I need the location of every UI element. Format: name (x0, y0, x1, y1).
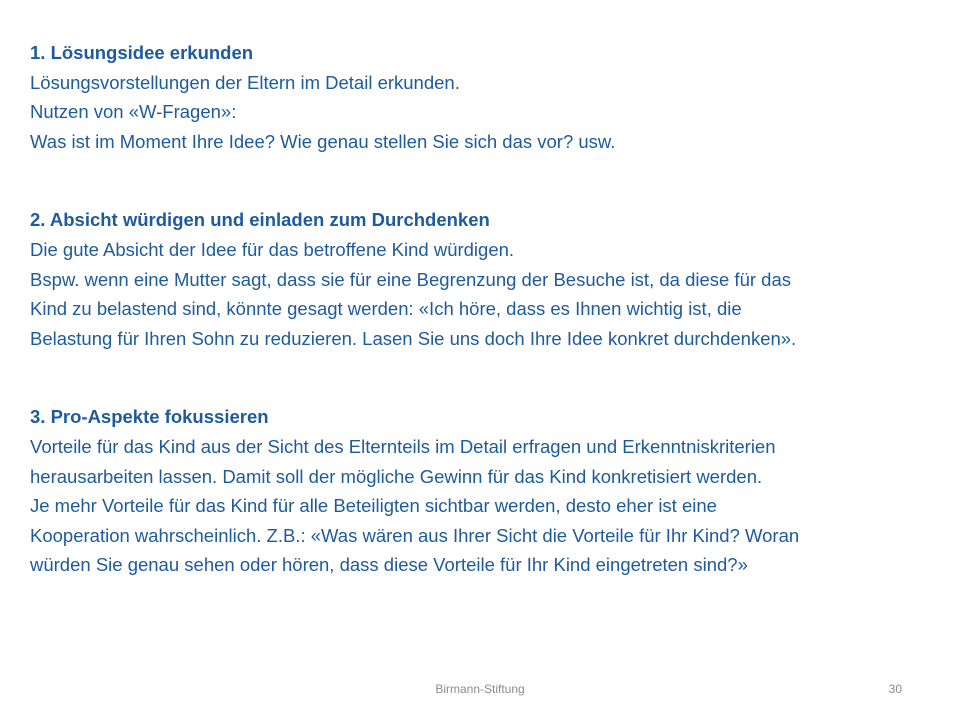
section-line: Kind zu belastend sind, könnte gesagt werden: «Ich höre, dass es Ihnen wichtig ist, die (30, 298, 742, 320)
section-heading: 3. Pro-Aspekte fokussieren (30, 406, 269, 428)
section-line: Was ist im Moment Ihre Idee? Wie genau stellen Sie sich das vor? usw. (30, 130, 616, 152)
section-line: Die gute Absicht der Idee für das betroffene Kind würdigen. (30, 238, 515, 260)
section-heading: 1. Lösungsidee erkunden (30, 42, 254, 63)
section-line: Vorteile für das Kind aus der Sicht des Elternteils im Detail erfragen und Erkenntniskriterien (30, 435, 776, 457)
section-line: herausarbeiten lassen. Damit soll der mögliche Gewinn für das Kind konkretisiert werden. (30, 465, 763, 487)
section-loesungsidee (30, 38, 935, 156)
section-absicht (30, 205, 935, 353)
section-pro-aspekte (30, 402, 935, 580)
section-line: Nutzen von «W-Fragen»: (30, 101, 237, 123)
section-line: Belastung für Ihren Sohn zu reduzieren. Lasen Sie uns doch Ihre Idee konkret durchdenken». (30, 327, 797, 349)
section-line: Bspw. wenn eine Mutter sagt, dass sie für eine Begrenzung der Besuche ist, da diese für das (30, 268, 791, 290)
section-line: Kooperation wahrscheinlich. Z.B.: «Was wären aus Ihrer Sicht die Vorteile für Ihr Kind? Woran (30, 524, 800, 546)
section-heading: 2. Absicht würdigen und einladen zum Durchdenken (30, 209, 490, 231)
section-line: Je mehr Vorteile für das Kind für alle Beteiligten sichtbar werden, desto eher ist eine (30, 495, 717, 517)
section-line: Lösungsvorstellungen der Eltern im Detail erkunden. (30, 71, 460, 93)
page-number: 30 (888, 682, 902, 696)
footer-text: Birmann-Stiftung (435, 682, 525, 696)
section-line: würden Sie genau sehen oder hören, dass diese Vorteile für Ihr Kind eingetreten sind?» (30, 554, 748, 576)
slide-body (30, 38, 935, 629)
